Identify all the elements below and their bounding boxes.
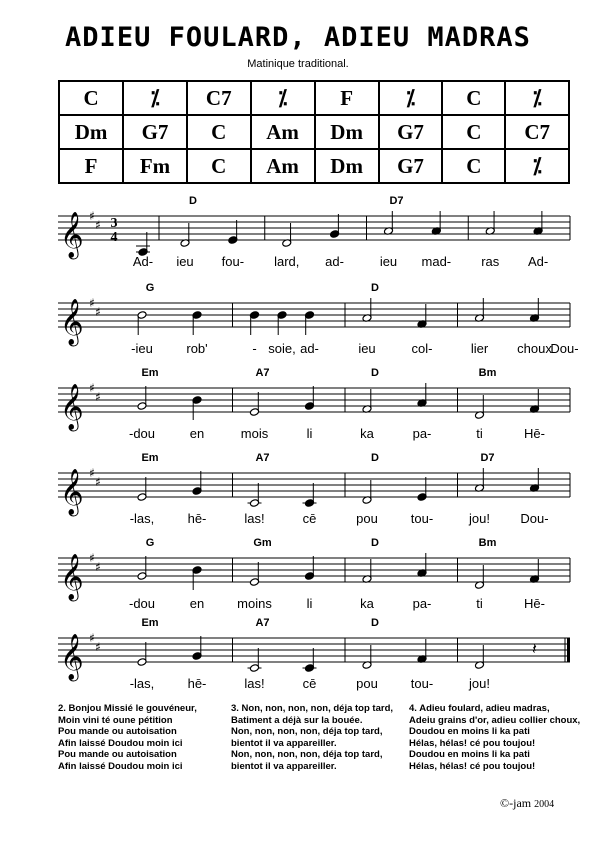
lyric-syllable: pa-	[412, 596, 432, 611]
chord-cell: Fm	[123, 149, 187, 183]
sharp-icon: ♯	[89, 551, 95, 565]
lyric-syllable: en	[189, 596, 205, 611]
lyric-syllable: ad-	[300, 341, 319, 356]
lyric-syllable: hē-	[187, 511, 207, 526]
lyric-syllable: tou-	[410, 511, 434, 526]
lyric-syllable: ti	[476, 596, 483, 611]
chord-cell: Dm	[315, 115, 379, 149]
lyric-syllable: -las,	[129, 676, 155, 691]
copyright-year: 2004	[534, 799, 555, 810]
quarter-rest-icon: 𝄽	[532, 639, 537, 658]
chord-cell: C	[187, 149, 251, 183]
chord-symbol: Gm	[253, 537, 272, 549]
lyric-syllable: mad-	[421, 254, 452, 269]
verse-2: 2. Bonjou Missié le gouvéneur, Moin vini té oune pétition Pou mande ou autoisation Afin laissé Doudou moin ici Pou mande ou autoisation Afin laissé Doudou moin ici	[58, 703, 197, 772]
chord-symbol: Em	[141, 367, 159, 379]
copyright-mark: ©-jam	[500, 796, 532, 810]
lyric-syllable: las!	[244, 511, 265, 526]
chord-symbol: D	[371, 367, 379, 379]
lyric-syllable: pou	[356, 676, 378, 691]
time-signature-top: 3	[110, 216, 118, 231]
lyric-syllable: Ad-	[527, 254, 549, 269]
chord-cell: ⁒	[379, 81, 443, 115]
sharp-icon: ♯	[89, 631, 95, 645]
chord-symbol: D	[371, 537, 379, 549]
chord-symbol: D	[371, 452, 379, 464]
lyric-syllable: Hē-	[524, 596, 545, 611]
lyric-syllable: rob'	[186, 341, 208, 356]
chord-symbol: D7	[389, 195, 404, 207]
chord-cell: C	[442, 115, 505, 149]
chord-cell: C	[187, 115, 251, 149]
lyric-syllable: en	[189, 426, 205, 441]
lyric-syllable: soie,	[268, 341, 296, 356]
chord-cell: ⁒	[251, 81, 315, 115]
lyric-syllable: col-	[411, 341, 433, 356]
lyric-syllable: ka	[360, 596, 374, 611]
chord-symbol: G	[145, 282, 155, 294]
chord-cell: C	[59, 81, 123, 115]
chord-symbol: Em	[141, 617, 159, 629]
chord-cell: Am	[251, 149, 315, 183]
chord-cell: F	[315, 81, 379, 115]
chord-cell: ⁒	[505, 149, 569, 183]
chord-cell: ⁒	[123, 81, 187, 115]
lyric-syllable: hē-	[187, 676, 207, 691]
page-title: ADIEU FOULARD, ADIEU MADRAS	[65, 22, 531, 53]
chord-symbol: Bm	[478, 537, 497, 549]
lyric-syllable: li	[306, 426, 313, 441]
lyric-syllable: moins	[237, 596, 272, 611]
lyric-syllable: ieu	[358, 341, 376, 356]
lyric-syllable: fou-	[221, 254, 245, 269]
treble-clef-icon: 𝄞	[60, 554, 84, 600]
sharp-icon: ♯	[89, 381, 95, 395]
treble-clef-icon: 𝄞	[60, 384, 84, 430]
verse-4: 4. Adieu foulard, adieu madras, Adeiu grains d'or, adieu collier choux, Doudou en moins li ka pati Hélas, hélas! cé pou toujou! Doudou en moins li ka pati Hélas, hélas! cé pou toujou!	[409, 703, 581, 772]
lyric-syllable: Ad-	[132, 254, 154, 269]
lyric-syllable: cē	[302, 511, 317, 526]
lyric-syllable: ti	[476, 426, 483, 441]
sharp-icon: ♯	[95, 560, 101, 574]
chord-symbol: Bm	[478, 367, 497, 379]
sharp-icon: ♯	[89, 209, 95, 223]
sharp-icon: ♯	[95, 390, 101, 404]
subtitle: Matinique traditional.	[247, 58, 349, 70]
lyric-syllable: -dou	[128, 426, 156, 441]
lyric-syllable: pou	[356, 511, 378, 526]
sharp-icon: ♯	[95, 640, 101, 654]
lyric-syllable: Dou-	[520, 511, 549, 526]
chord-symbol: D7	[480, 452, 495, 464]
chord-cell: C	[442, 149, 505, 183]
treble-clef-icon: 𝄞	[60, 212, 84, 258]
sharp-icon: ♯	[95, 218, 101, 232]
time-signature-bottom: 4	[110, 230, 118, 245]
lyric-syllable: lard,	[274, 254, 300, 269]
chord-cell: Dm	[315, 149, 379, 183]
chord-cell: C7	[505, 115, 569, 149]
lyric-syllable: pa-	[412, 426, 432, 441]
lyric-syllable: Hē-	[524, 426, 545, 441]
chord-cell: C7	[187, 81, 251, 115]
lyric-syllable: -dou	[128, 596, 156, 611]
chord-symbol: A7	[255, 367, 270, 379]
lyric-syllable: ad-	[325, 254, 344, 269]
lyric-syllable: li	[306, 596, 313, 611]
final-bar-line	[567, 638, 570, 662]
lyric-syllable: jou!	[469, 676, 490, 691]
chord-symbol: A7	[255, 617, 270, 629]
chord-cell: G7	[123, 115, 187, 149]
lyric-syllable: mois	[240, 426, 269, 441]
chord-cell: G7	[379, 115, 443, 149]
chord-cell: C	[442, 81, 505, 115]
copyright	[500, 796, 554, 811]
chord-symbol: D	[189, 195, 197, 207]
chord-cell: Dm	[59, 115, 123, 149]
chord-cell: Am	[251, 115, 315, 149]
chord-cell: ⁒	[505, 81, 569, 115]
lyric-syllable: -ieu	[131, 341, 153, 356]
lyric-syllable: -	[252, 341, 257, 356]
lyric-syllable: ras	[481, 254, 500, 269]
lyric-syllable: cē	[302, 676, 317, 691]
lyric-syllable: jou!	[469, 511, 490, 526]
chord-symbol: G	[145, 537, 155, 549]
chord-cell: G7	[379, 149, 443, 183]
lyric-syllable: ieu	[176, 254, 194, 269]
lyric-syllable: las!	[244, 676, 265, 691]
treble-clef-icon: 𝄞	[60, 634, 84, 680]
sharp-icon: ♯	[95, 475, 101, 489]
verse-3: 3. Non, non, non, non, déja top tard, Batiment a déjà sur la bouée. Non, non, non, non, déja top tard, bientot il va appareiller. Non, non, non, non, déja top tard, bientot il va appareiller.	[231, 703, 394, 772]
sharp-icon: ♯	[89, 466, 95, 480]
chord-symbol: A7	[255, 452, 270, 464]
lyric-syllable: ka	[360, 426, 374, 441]
lyric-syllable: Dou-	[550, 341, 579, 356]
lyric-syllable: tou-	[410, 676, 434, 691]
lyric-syllable: lier	[470, 341, 489, 356]
sharp-icon: ♯	[95, 305, 101, 319]
treble-clef-icon: 𝄞	[60, 469, 84, 515]
chord-symbol: D	[371, 282, 379, 294]
treble-clef-icon: 𝄞	[60, 299, 84, 345]
lyric-syllable: -las,	[129, 511, 155, 526]
chord-cell: F	[59, 149, 123, 183]
sharp-icon: ♯	[89, 296, 95, 310]
lyric-syllable: ieu	[379, 254, 398, 269]
chord-symbol: D	[371, 617, 379, 629]
lyric-syllable: choux	[517, 341, 552, 356]
chord-symbol: Em	[141, 452, 159, 464]
